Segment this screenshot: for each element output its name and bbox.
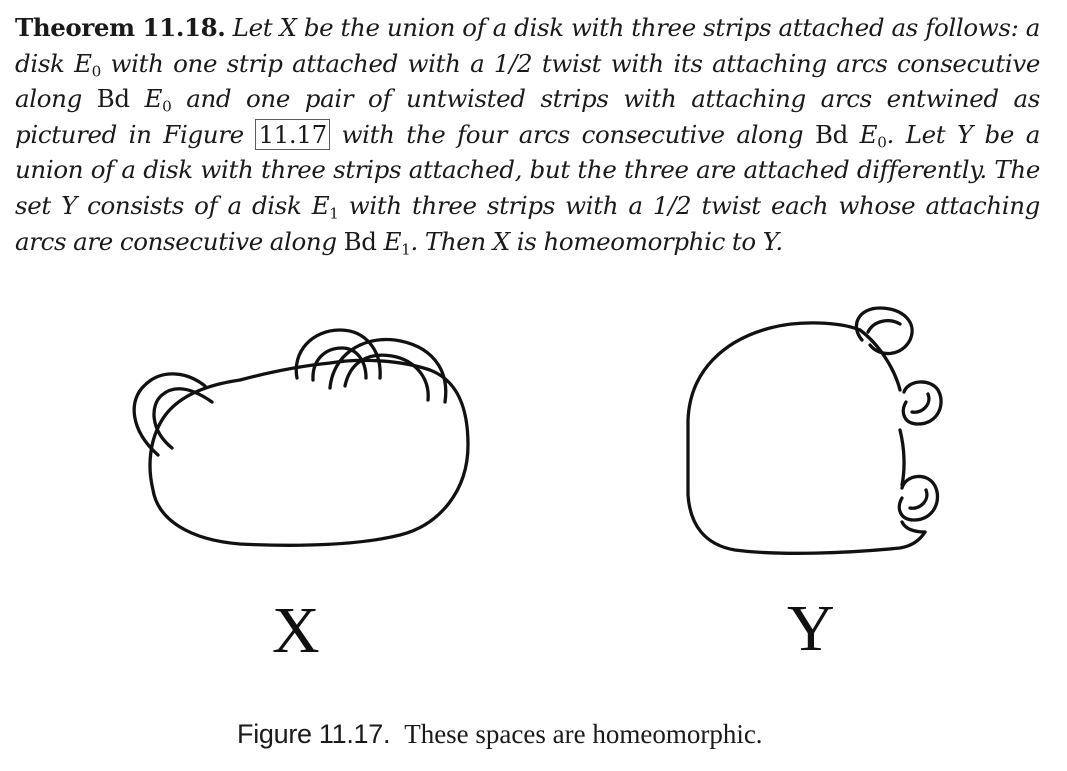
bd-operator: Bd xyxy=(814,119,848,149)
figure-reference-link[interactable]: 11.17 xyxy=(255,119,329,150)
subscript-1: 1 xyxy=(401,240,411,259)
theorem-text-2: with one strip attached with a 1/2 twist with its attaching arcs consecutive along xyxy=(15,48,1040,114)
theorem-text-6: E xyxy=(847,119,878,149)
bd-operator: Bd xyxy=(96,84,130,114)
subscript-0: 0 xyxy=(877,133,887,152)
twisted-strip-1-y xyxy=(856,308,912,354)
theorem-text-4: and one pair of untwisted strips with attaching arcs entwined as pictured in Figure xyxy=(15,84,1040,149)
twisted-strip-2-y xyxy=(903,382,941,424)
subscript-1: 1 xyxy=(329,204,339,223)
theorem-text-8: with three strips with a 1/2 twist each whose attaching arcs are consecutive along xyxy=(15,190,1041,256)
theorem-paragraph xyxy=(15,10,1040,259)
figure-caption xyxy=(237,716,763,753)
theorem-heading: Theorem 11.18. xyxy=(15,13,226,42)
homeomorphic-spaces-illustration xyxy=(0,290,1067,670)
theorem-text-9: E xyxy=(376,226,402,256)
space-y-label: Y xyxy=(787,592,835,665)
disk-y-right-edge xyxy=(860,330,925,532)
bd-operator: Bd xyxy=(343,226,377,256)
subscript-0: 0 xyxy=(162,97,172,116)
theorem-text-7: . Let Y be a union of a disk with three strips attached, but the three are attached differently. The set Y consists of a disk E xyxy=(15,119,1040,220)
subscript-0: 0 xyxy=(91,62,101,81)
twisted-strip-x xyxy=(134,374,212,455)
space-x-label: X xyxy=(272,594,320,667)
theorem-text-1: Let X be the union of a disk with three strips attached as follows: a disk E xyxy=(15,13,1040,78)
disk-x xyxy=(150,360,468,545)
caption-text: These spaces are homeomorphic. xyxy=(404,719,763,749)
theorem-text-5: with the four arcs consecutive along xyxy=(329,119,815,149)
figure-11-17 xyxy=(0,290,1067,670)
theorem-text-3: E xyxy=(129,84,163,114)
entwined-strip-1-x xyxy=(296,330,380,380)
twisted-strip-3-y xyxy=(899,476,937,520)
disk-y xyxy=(688,323,925,553)
caption-number: Figure 11.17. xyxy=(237,719,391,749)
theorem-text-10: . Then X is homeomorphic to Y. xyxy=(410,226,783,256)
